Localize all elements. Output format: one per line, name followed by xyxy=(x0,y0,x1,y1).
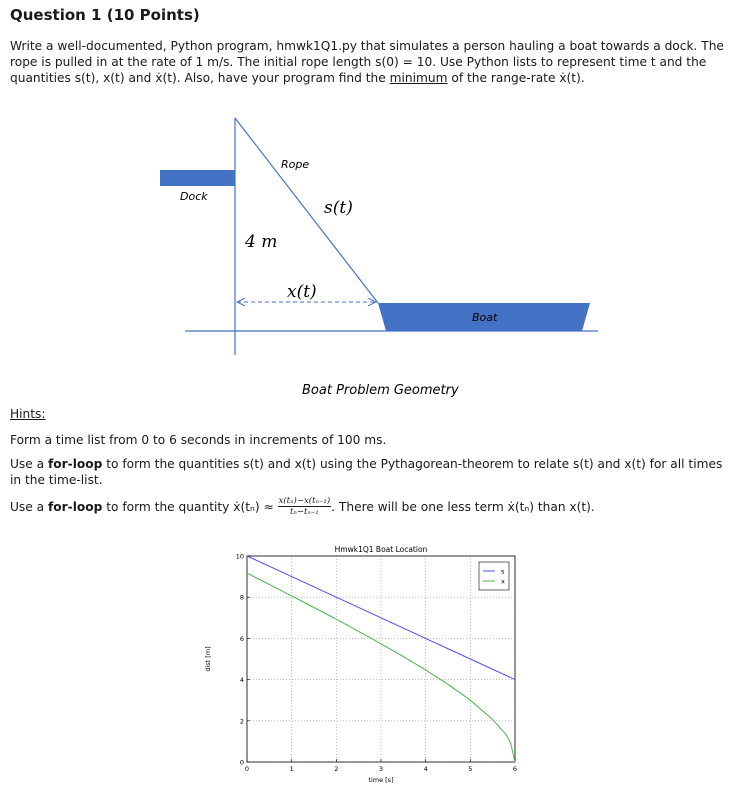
hint-3 xyxy=(10,496,730,517)
hint-3-pre: Use a xyxy=(10,499,48,514)
rope-line xyxy=(235,118,378,303)
y-tick-label: 8 xyxy=(239,593,244,602)
x-tick-label: 3 xyxy=(378,765,384,773)
intro-line-1: Write a well-documented, Python program, hmwk1Q1.py that simulates a person hauling a boat towards a dock. The xyxy=(10,39,724,53)
boat-label: Boat xyxy=(472,311,498,324)
hint-2 xyxy=(10,456,730,488)
hint-3-bold: for-loop xyxy=(48,499,103,514)
intro-paragraph xyxy=(10,38,730,86)
chart-title: Hmwk1Q1 Boat Location xyxy=(334,545,428,554)
question-title: Question 1 (10 Points) xyxy=(10,6,200,24)
dock-rect xyxy=(160,170,235,186)
y-tick-label: 0 xyxy=(239,758,244,767)
y-tick-label: 6 xyxy=(239,634,244,643)
hint-2-bold: for-loop xyxy=(48,457,103,471)
x-tick-label: 4 xyxy=(423,765,428,773)
hint-2-pre: Use a xyxy=(10,457,48,471)
x-tick-label: 5 xyxy=(468,765,473,773)
y-tick-label: 10 xyxy=(235,552,244,561)
hints-heading xyxy=(10,406,730,422)
y-tick-label: 2 xyxy=(239,717,244,726)
hint-3-mid: to form the quantity ẋ(tₙ) ≈ xyxy=(102,499,278,514)
legend-label-s: s xyxy=(501,567,505,576)
x-tick-label: 6 xyxy=(512,765,518,773)
hint-2-mid: to form the quantities s(t) and x(t) using the Pythagorean-theorem to relate s(t) and x(t) for all times xyxy=(102,457,723,471)
y-axis-label: dist [m] xyxy=(204,646,212,672)
boat-location-chart xyxy=(195,540,530,785)
hint-2-line-1 xyxy=(10,456,730,472)
boat-geometry-diagram xyxy=(0,105,740,405)
hint-1: Form a time list from 0 to 6 seconds in increments of 100 ms. xyxy=(10,433,387,447)
intro-line-3-b: of the range-rate ẋ(t). xyxy=(447,71,585,85)
x-label: x(t) xyxy=(287,282,317,302)
minimum-underlined: minimum xyxy=(389,71,448,85)
legend-label-x: x xyxy=(501,577,505,586)
rope-label: Rope xyxy=(281,158,310,171)
diagram-caption: Boat Problem Geometry xyxy=(302,383,459,398)
x-tick-label: 0 xyxy=(244,765,250,773)
hint-3-fraction xyxy=(278,496,332,517)
hint-3-post: . There will be one less term ẋ(tₙ) than x(t). xyxy=(331,499,595,514)
fraction-numerator: x(tₙ)−x(tₙ₋₁) xyxy=(278,496,331,506)
x-tick-label: 2 xyxy=(334,765,339,773)
hint-2-line-2: in the time-list. xyxy=(10,473,103,487)
y-tick-label: 4 xyxy=(239,676,244,685)
x-tick-label: 1 xyxy=(289,765,294,773)
dock-label: Dock xyxy=(180,190,208,203)
fraction-denominator: tₙ−tₙ₋₁ xyxy=(289,507,319,517)
legend-box xyxy=(479,562,509,590)
x-axis-label: time [s] xyxy=(368,776,394,784)
intro-line-3-a: quantities s(t), x(t) and ẋ(t). Also, have your program find the xyxy=(10,71,390,85)
intro-line-3 xyxy=(10,70,730,86)
hints-heading-text: Hints: xyxy=(10,407,46,421)
intro-line-2: rope is pulled in at the rate of 1 m/s. The initial rope length s(0) = 10. Use Python lists to represent time t and the xyxy=(10,55,707,69)
height-label: 4 m xyxy=(245,232,278,252)
s-label: s(t) xyxy=(324,198,353,218)
